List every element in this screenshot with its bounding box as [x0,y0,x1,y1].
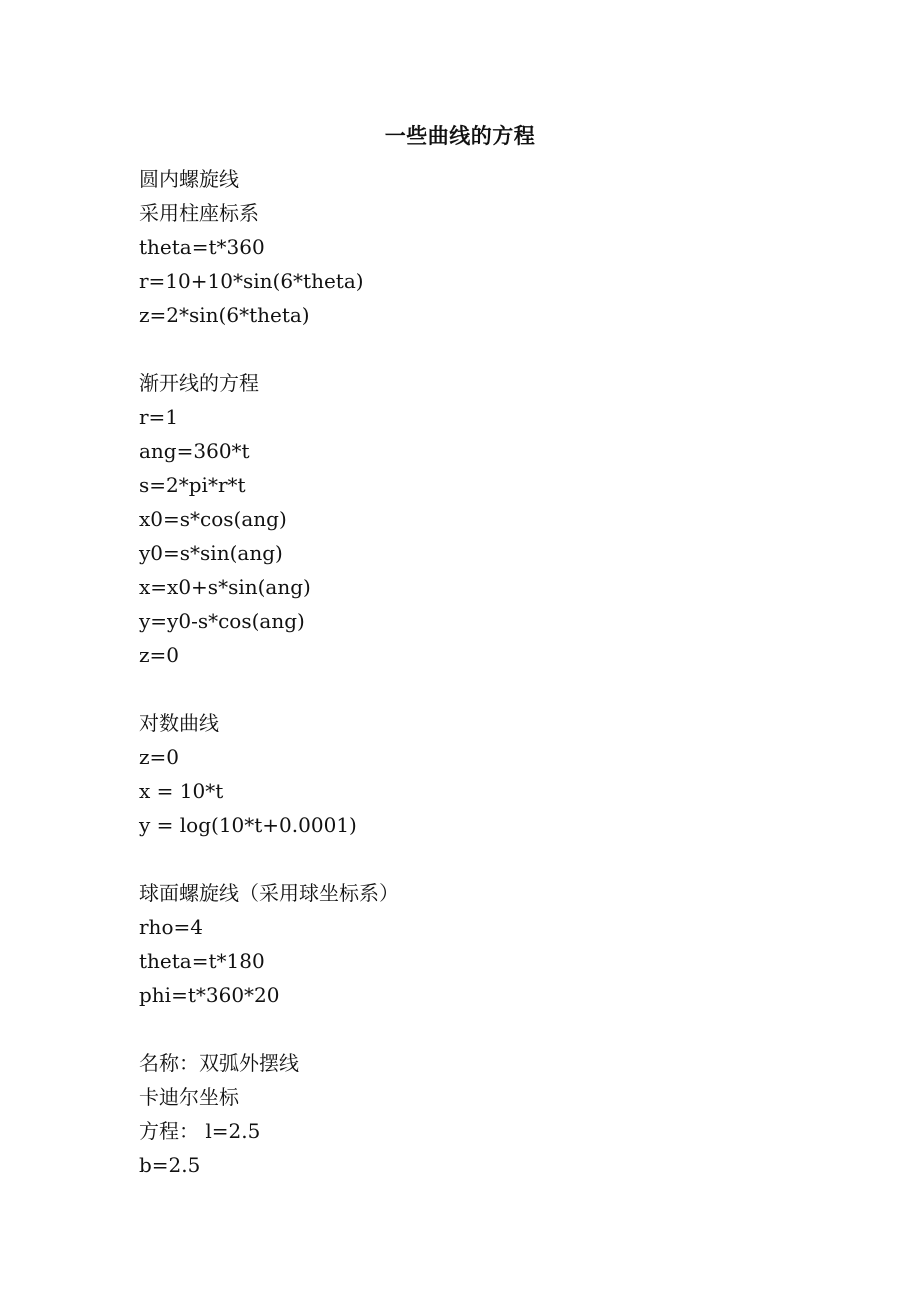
equation-line: z=0 [139,745,180,769]
equation-line: x=x0+s*sin(ang) [139,575,311,599]
section-spacer [139,332,839,366]
equation-line: r=10+10*sin(6*theta) [139,269,364,293]
section-heading: 名称：双弧外摆线 [139,1051,299,1075]
equation-line: y=y0-s*cos(ang) [139,609,305,633]
equation-line: b=2.5 [139,1153,201,1177]
equation-line: z=0 [139,643,180,667]
section-heading: 渐开线的方程 [139,371,259,395]
section-spacer [139,1012,839,1046]
text-line: 采用柱座标系 [139,201,259,225]
equation-line: ang=360*t [139,439,250,463]
section-heading: 圆内螺旋线 [139,167,239,191]
page-title: 一些曲线的方程 [384,123,536,148]
section-spacer [139,672,839,706]
equation-line: x = 10*t [139,779,224,803]
equation-line: theta=t*360 [139,235,265,259]
section-log-curve [139,706,839,842]
equation-line: x0=s*cos(ang) [139,507,287,531]
equation-line: z=2*sin(6*theta) [139,303,310,327]
equation-line: phi=t*360*20 [139,983,280,1007]
section-double-arc-epicycloid [139,1046,839,1182]
text-line: 卡迪尔坐标 [139,1085,239,1109]
section-spiral-in-circle [139,162,839,332]
section-heading: 球面螺旋线（采用球坐标系） [139,881,399,905]
equation-line: r=1 [139,405,179,429]
equation-line: y0=s*sin(ang) [139,541,283,565]
section-spherical-spiral [139,876,839,1012]
section-heading: 对数曲线 [139,711,219,735]
equation-line: y = log(10*t+0.0001) [139,813,357,837]
section-spacer [139,842,839,876]
document-body [139,162,839,1182]
equation-line: s=2*pi*r*t [139,473,246,497]
equation-line: rho=4 [139,915,203,939]
section-involute [139,366,839,672]
equation-line: theta=t*180 [139,949,265,973]
equation-line: 方程： l=2.5 [139,1119,261,1143]
